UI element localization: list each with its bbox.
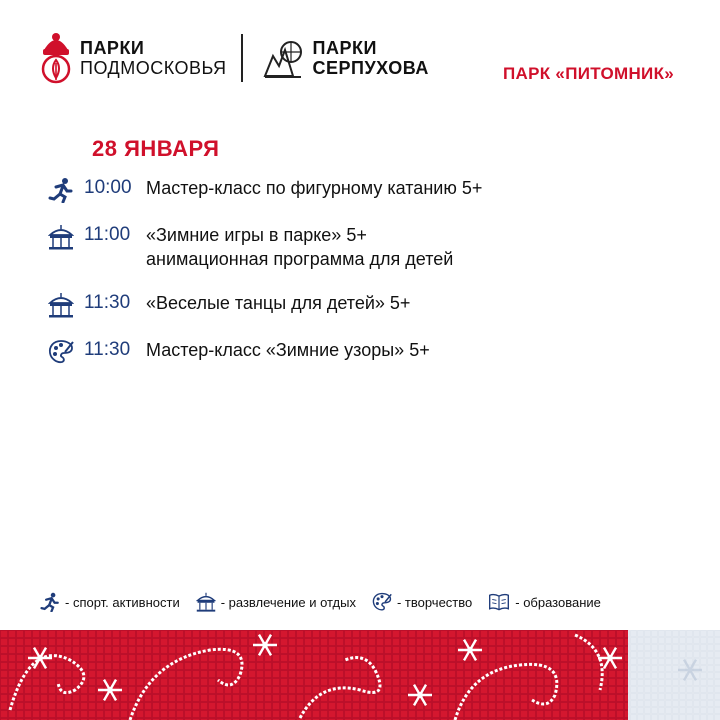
leaf-hat-logo-icon	[40, 32, 72, 84]
parks-serpukhova-logo	[263, 36, 429, 80]
event-time: 10:00	[84, 177, 132, 198]
event-time: 11:30	[84, 339, 131, 360]
legend-label: - творчество	[396, 594, 473, 610]
event-description	[146, 338, 430, 362]
event-list	[48, 176, 482, 365]
logo1-line1: ПАРКИ	[80, 38, 145, 58]
event-item	[48, 223, 482, 271]
carousel-icon	[48, 292, 74, 318]
event-date: 28 ЯНВАРЯ	[92, 136, 220, 161]
running-figure-icon	[48, 177, 74, 203]
event-description-line: анимационная программа для детей	[146, 249, 454, 269]
event-description	[146, 291, 410, 315]
event-description-line: Мастер-класс по фигурному катанию 5+	[146, 178, 483, 198]
event-item	[48, 176, 482, 203]
event-item	[48, 291, 482, 318]
parks-podmoskovya-logo	[40, 32, 227, 84]
legend-item	[196, 592, 356, 612]
legend-label: - спорт. активности	[65, 594, 180, 610]
event-item	[48, 338, 482, 365]
event-time: 11:00	[84, 224, 131, 245]
book-icon	[488, 592, 510, 612]
legend-item	[372, 592, 472, 612]
legend-item	[488, 592, 601, 612]
logo-divider	[241, 34, 243, 82]
event-time: 11:30	[84, 292, 131, 313]
event-description-line: Мастер-класс «Зимние узоры» 5+	[146, 340, 430, 360]
palette-icon	[48, 339, 74, 365]
palette-icon	[372, 592, 392, 612]
event-description-line: «Зимние игры в парке» 5+	[146, 225, 367, 245]
logo1-line2: ПОДМОСКОВЬЯ	[80, 58, 227, 78]
park-name: ПАРК «ПИТОМНИК»	[503, 64, 674, 83]
snowflake-pattern-icon	[0, 630, 720, 720]
logo2-line1: ПАРКИ	[312, 38, 377, 58]
ferris-wheel-logo-icon	[263, 36, 303, 80]
legend-label: - образование	[515, 594, 601, 610]
legend-item	[40, 592, 180, 612]
icon-legend	[40, 592, 601, 612]
carousel-icon	[196, 592, 216, 612]
legend-label: - развлечение и отдых	[220, 594, 356, 610]
event-description	[146, 223, 453, 271]
header-logos	[40, 28, 429, 88]
carousel-icon	[48, 224, 74, 250]
event-description-line: «Веселые танцы для детей» 5+	[146, 293, 411, 313]
decorative-winter-band	[0, 630, 720, 720]
running-figure-icon	[40, 592, 60, 612]
event-description	[146, 176, 482, 200]
logo2-line2: СЕРПУХОВА	[312, 58, 429, 78]
